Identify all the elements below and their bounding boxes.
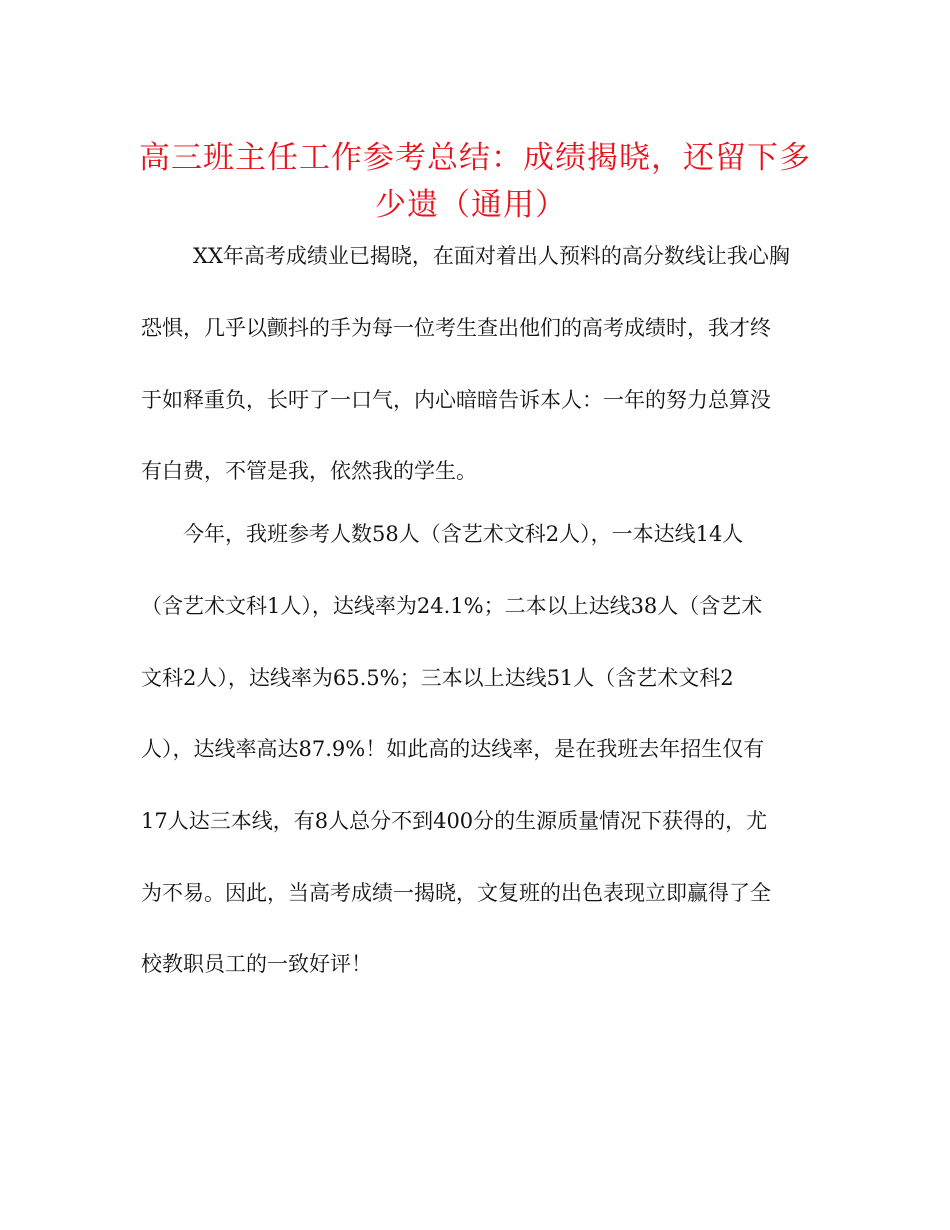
paragraph-line: 今年，我班参考人数58人（含艺术文科2人），一本达线14人 [183, 522, 744, 546]
title-line-1: 高三班主任工作参考总结：成绩揭晓，还留下多 [139, 140, 811, 176]
paragraph-line: 为不易。因此，当高考成绩一揭晓，文复班的出色表现立即赢得了全 [141, 881, 771, 905]
paragraph-line: XX年高考成绩业已揭晓，在面对着出人预料的高分数线让我心胸 [193, 244, 790, 268]
paragraph-line: 文科2人），达线率为65.5%；三本以上达线51人（含艺术文科2 [141, 666, 734, 690]
paragraph-line: 恐惧，几乎以颤抖的手为每一位考生查出他们的高考成绩时，我才终 [141, 316, 771, 340]
paragraph-line: 于如释重负，长吁了一口气，内心暗暗告诉本人：一年的努力总算没 [141, 388, 771, 412]
paragraph-line: 人），达线率高达87.9%！如此高的达线率，是在我班去年招生仅有 [141, 737, 765, 761]
paragraph-line: 17人达三本线，有8人总分不到400分的生源质量情况下获得的，尤 [141, 809, 768, 833]
paragraph-line: （含艺术文科1人），达线率为24.1%；二本以上达线38人（含艺术 [141, 594, 763, 618]
paragraph-line: 校教职员工的一致好评！ [141, 952, 372, 976]
paragraph-line: 有白费，不管是我，依然我的学生。 [141, 459, 477, 483]
title-line-2: 少遗（通用） [375, 187, 567, 223]
